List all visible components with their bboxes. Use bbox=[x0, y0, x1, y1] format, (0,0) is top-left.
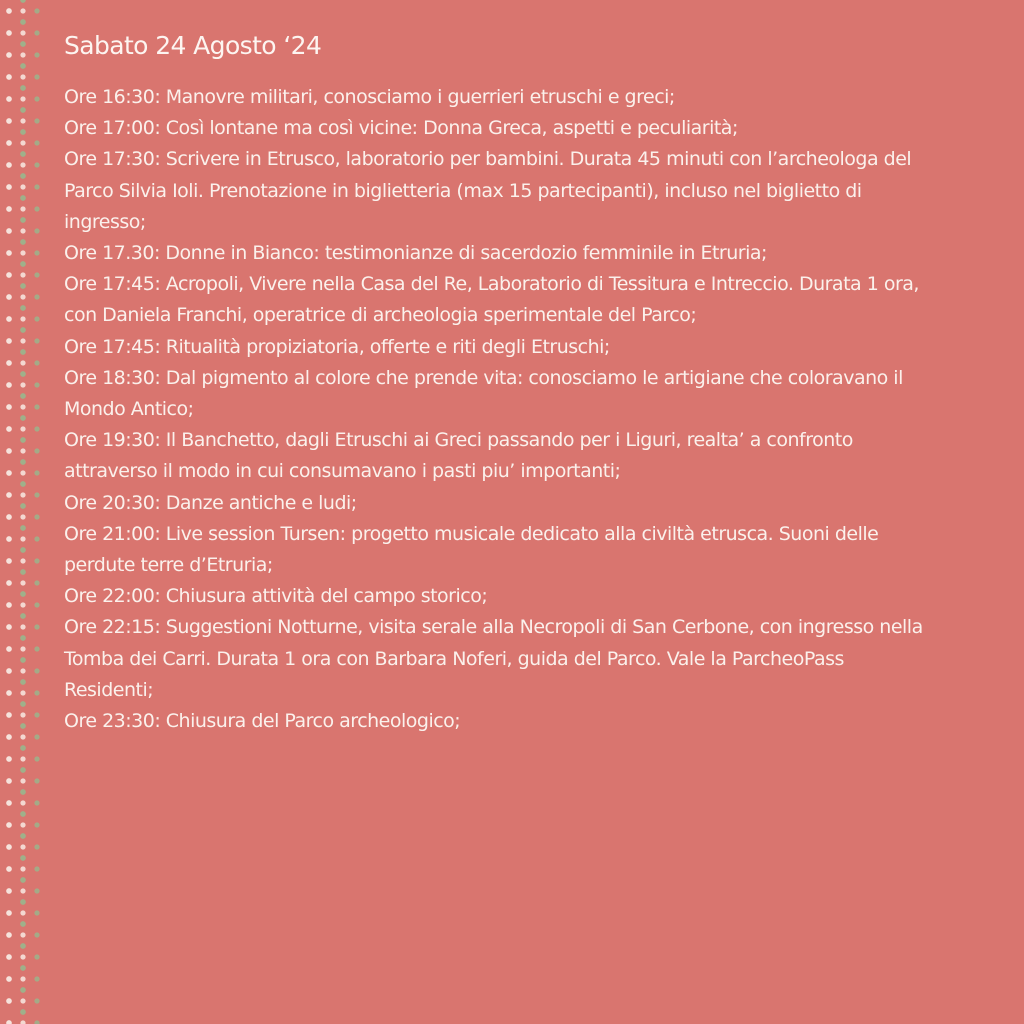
page-title: Sabato 24 Agosto ‘24 bbox=[64, 31, 322, 60]
schedule-line: Ore 16:30: Manovre militari, conosciamo i guerrieri etruschi e greci; bbox=[64, 86, 675, 108]
dotted-border-decoration-alt bbox=[0, 0, 40, 1024]
schedule-line: perdute terre d’Etruria; bbox=[64, 554, 273, 577]
schedule-line: Ore 18:30: Dal pigmento al colore che prende vita: conosciamo le artigiane che coloravano il bbox=[64, 366, 903, 389]
schedule-line: Ore 22:15: Suggestioni Notturne, visita serale alla Necropoli di San Cerbone, con ingresso nella bbox=[64, 616, 923, 639]
schedule-line: Tomba dei Carri. Durata 1 ora con Barbara Noferi, guida del Parco. Vale la ParcheoPass bbox=[64, 647, 844, 670]
schedule-line: Ore 21:00: Live session Tursen: progetto musicale dedicato alla civiltà etrusca. Suoni delle bbox=[64, 522, 879, 545]
schedule-content bbox=[64, 28, 1009, 737]
schedule-line: Ore 17.30: Donne in Bianco: testimonianze di sacerdozio femminile in Etruria; bbox=[64, 242, 767, 265]
schedule-line: Ore 23:30: Chiusura del Parco archeologico; bbox=[64, 710, 461, 733]
schedule-line: Residenti; bbox=[64, 678, 154, 701]
schedule-line: Ore 17:45: Acropoli, Vivere nella Casa del Re, Laboratorio di Tessitura e Intreccio. Durata 1 ora, bbox=[64, 273, 919, 296]
schedule-line: Ore 17:45: Ritualità propiziatoria, offerte e riti degli Etruschi; bbox=[64, 335, 610, 358]
schedule-line: Ore 17:30: Scrivere in Etrusco, laboratorio per bambini. Durata 45 minuti con l’archeologa del bbox=[64, 148, 912, 171]
schedule-line: attraverso il modo in cui consumavano i pasti piu’ importanti; bbox=[64, 460, 621, 483]
schedule-line: con Daniela Franchi, operatrice di archeologia sperimentale del Parco; bbox=[64, 304, 697, 327]
schedule-line: Parco Silvia Ioli. Prenotazione in biglietteria (max 15 partecipanti), incluso nel biglietto di bbox=[64, 179, 862, 202]
schedule-line: Ore 22:00: Chiusura attività del campo storico; bbox=[64, 585, 488, 608]
schedule-line: Ore 20:30: Danze antiche e ludi; bbox=[64, 491, 357, 514]
schedule-line: Ore 19:30: Il Banchetto, dagli Etruschi ai Greci passando per i Liguri, realta’ a confronto bbox=[64, 429, 853, 452]
schedule-line: Mondo Antico; bbox=[64, 398, 194, 421]
schedule-line: Ore 17:00: Così lontane ma così vicine: Donna Greca, aspetti e peculiarità; bbox=[64, 117, 738, 140]
schedule-line: ingresso; bbox=[64, 210, 146, 233]
